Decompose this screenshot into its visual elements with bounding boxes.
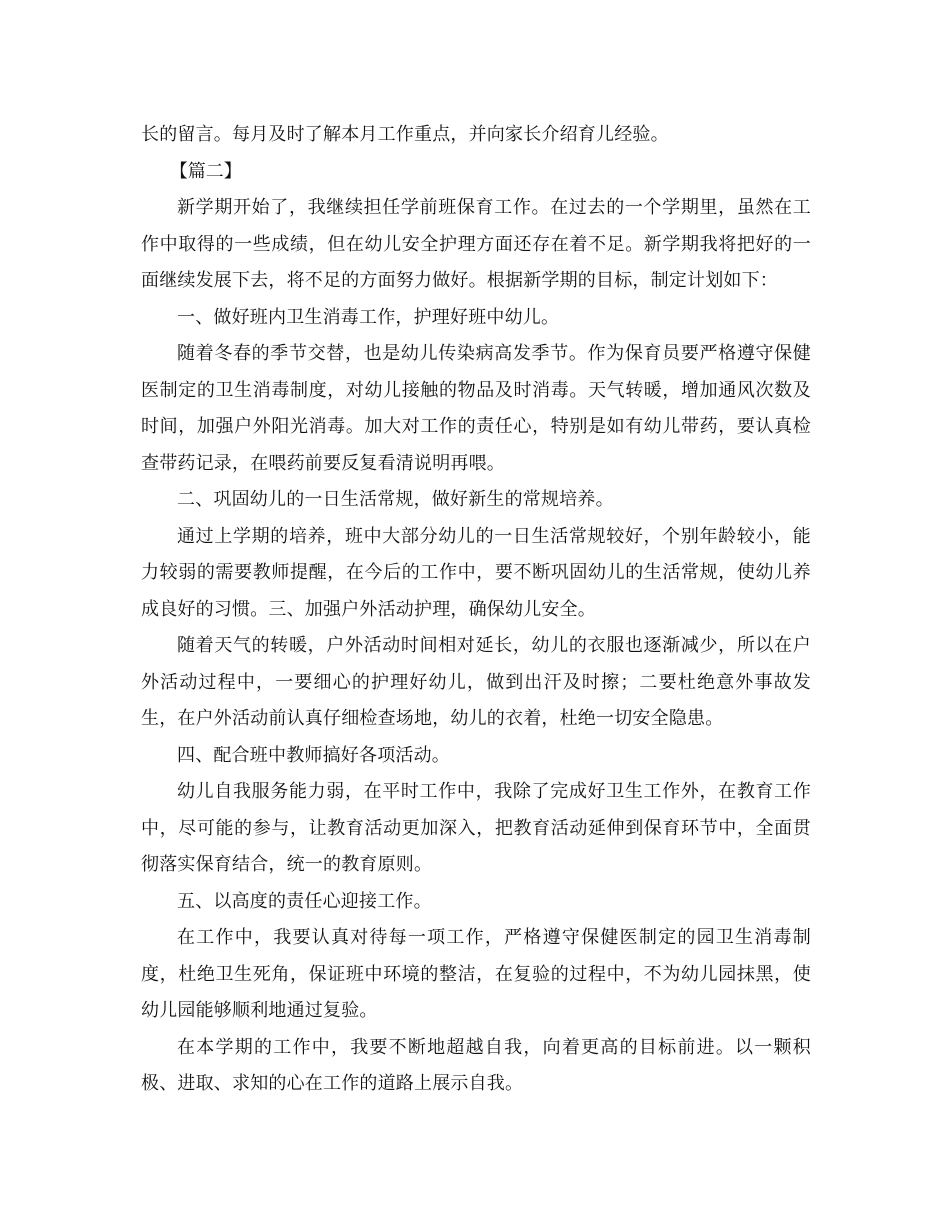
item-heading-5: 五、以高度的责任心迎接工作。 xyxy=(177,890,432,912)
paragraph-responsibility: 在工作中，我要认真对待每一项工作，严格遵守保健医制定的园卫生消毒制度，杜绝卫生死角，保证班中环境的整洁，在复验的过程中，不为幼儿园抹黑，使幼儿园能够顺利地通过复验。 xyxy=(141,927,811,1021)
paragraph-routine: 通过上学期的培养，班中大部分幼儿的一日生活常规较好，个别年龄较小，能力较弱的需要教师提醒，在今后的工作中，要不断巩固幼儿的生活常规，使幼儿养成良好的习惯。三、加强户外活动护理，确保幼儿安全。 xyxy=(141,525,811,620)
paragraph-continuation: 长的留言。每月及时了解本月工作重点，并向家长介绍育儿经验。 xyxy=(141,124,669,145)
item-heading-4: 四、配合班中教师搞好各项活动。 xyxy=(177,744,450,766)
document-body xyxy=(141,117,811,1103)
item-heading-2: 二、巩固幼儿的一日生活常规，做好新生的常规培养。 xyxy=(177,489,614,510)
paragraph-outdoor: 随着天气的转暖，户外活动时间相对延长，幼儿的衣服也逐渐减少，所以在户外活动过程中，一要细心的护理好幼儿，做到出汗及时擦；二要杜绝意外事故发生，在户外活动前认真仔细检查场地，幼儿的衣着，杜绝一切安全隐患。 xyxy=(141,635,811,729)
paragraph-hygiene: 随着冬春的季节交替，也是幼儿传染病高发季节。作为保育员要严格遵守保健医制定的卫生消毒制度，对幼儿接触的物品及时消毒。天气转暖，增加通风次数及时间，加强户外阳光消毒。加大对工作的责任心，特别是如有幼儿带药，要认真检查带药记录，在喂药前要反复看清说明再喂。 xyxy=(141,343,811,474)
item-heading-1: 一、做好班内卫生消毒工作，护理好班中幼儿。 xyxy=(177,306,560,328)
paragraph-intro: 新学期开始了，我继续担任学前班保育工作。在过去的一个学期里，虽然在工作中取得的一些成绩，但在幼儿安全护理方面还存在着不足。新学期我将把好的一面继续发展下去，将不足的方面努力做好。根据新学期的目标，制定计划如下： xyxy=(141,197,811,291)
paragraph-cooperation: 幼儿自我服务能力弱，在平时工作中，我除了完成好卫生工作外，在教育工作中，尽可能的参与，让教育活动更加深入，把教育活动延伸到保育环节中，全面贯彻落实保育结合，统一的教育原则。 xyxy=(141,781,811,875)
paragraph-conclusion: 在本学期的工作中，我要不断地超越自我，向着更高的目标前进。以一颗积极、进取、求知的心在工作的道路上展示自我。 xyxy=(141,1036,811,1094)
section-heading-part-two: 【篇二】 xyxy=(169,160,242,182)
